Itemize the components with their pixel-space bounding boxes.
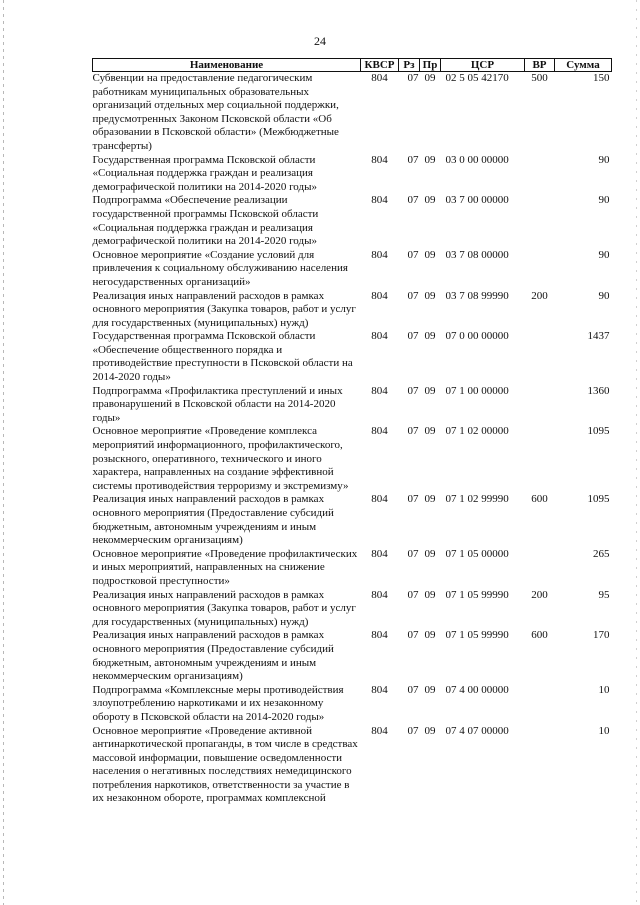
cell-name: Основное мероприятие «Проведение активной антинаркотической пропаганды, в том числе в средствах массовой информации, повышение осведомленности населения о негативных последствиях немедицинского потребления наркотиков, ответственности за участие в их незаконном обороте, программах комплексной: [92, 724, 358, 805]
table-row: [93, 194, 612, 248]
cell-vr: [525, 684, 555, 725]
cell-pr: 09: [424, 248, 436, 261]
header-rz: Рз: [399, 59, 420, 72]
cell-name: Реализация иных направлений расходов в рамках основного мероприятия (Предоставление субсидий бюджетным, автономным учреждениям и иным некоммерческим организациям): [92, 629, 334, 683]
cell-rz: 07: [407, 724, 419, 737]
cell-pr: 09: [424, 724, 436, 737]
cell-csr: 03 7 00 00000: [445, 194, 509, 207]
cell-vr: [525, 194, 555, 248]
cell-csr: 07 1 05 99990: [445, 629, 509, 642]
cell-sum: 95: [598, 588, 610, 601]
table-row: [93, 385, 612, 426]
table-row: [93, 154, 612, 195]
header-sum: Сумма: [555, 59, 612, 72]
cell-rz: 07: [407, 289, 419, 302]
cell-vr: [525, 425, 555, 493]
cell-pr: 09: [424, 547, 436, 560]
cell-sum: 10: [598, 724, 610, 737]
cell-sum: 170: [593, 629, 610, 642]
cell-pr: 09: [424, 330, 436, 343]
table-header: [93, 59, 612, 72]
cell-sum: 1437: [587, 330, 610, 343]
cell-csr: 02 5 05 42170: [445, 72, 509, 84]
cell-vr: [525, 154, 555, 195]
cell-kvsr: 804: [371, 683, 388, 696]
cell-rz: 07: [407, 72, 419, 84]
cell-kvsr: 804: [371, 493, 388, 506]
cell-csr: 07 1 00 00000: [445, 384, 509, 397]
cell-sum: 265: [593, 547, 610, 560]
cell-csr: 07 4 00 00000: [445, 683, 509, 696]
cell-csr: 07 1 02 99990: [445, 493, 509, 506]
table-row: [93, 330, 612, 384]
cell-pr: 09: [424, 588, 436, 601]
cell-rz: 07: [407, 629, 419, 642]
cell-rz: 07: [407, 153, 419, 166]
cell-rz: 07: [407, 493, 419, 506]
cell-csr: 03 0 00 00000: [445, 153, 509, 166]
page-number: 24: [314, 34, 326, 48]
cell-sum: 90: [598, 194, 610, 207]
cell-name: Основное мероприятие «Проведение комплекса мероприятий информационного, профилактического, розыскного, оперативного, технического и иного характера, направленных на создание эффективной системы противодействия терроризму и экстремизму»: [92, 425, 349, 492]
header-csr: ЦСР: [441, 59, 525, 72]
cell-pr: 09: [424, 425, 436, 438]
header-row: [93, 59, 612, 72]
cell-sum: 1095: [587, 425, 610, 438]
table-row: [93, 629, 612, 683]
cell-pr: 09: [424, 384, 436, 397]
cell-pr: 09: [424, 194, 436, 207]
cell-name: Реализация иных направлений расходов в рамках основного мероприятия (Закупка товаров, работ и услуг для государственных (муниципальных) нужд): [92, 289, 356, 329]
cell-csr: 03 7 08 00000: [445, 248, 509, 261]
cell-sum: 10: [598, 683, 610, 696]
table-row: [93, 725, 612, 807]
cell-sum: 1360: [587, 384, 610, 397]
cell-vr: 600: [531, 629, 548, 642]
cell-vr: [525, 548, 555, 589]
cell-pr: 09: [424, 493, 436, 506]
cell-csr: 07 4 07 00000: [445, 724, 509, 737]
cell-vr: [525, 725, 555, 807]
cell-pr: 09: [424, 153, 436, 166]
cell-name: Основное мероприятие «Проведение профилактических и иных мероприятий, направленных на снижение подростковой преступности»: [92, 547, 358, 587]
cell-kvsr: 804: [371, 724, 388, 737]
cell-sum: 90: [598, 289, 610, 302]
cell-vr: [525, 385, 555, 426]
cell-kvsr: 804: [371, 547, 388, 560]
cell-rz: 07: [407, 384, 419, 397]
cell-vr: 200: [531, 289, 548, 302]
cell-sum: 150: [593, 72, 610, 84]
cell-vr: 600: [531, 493, 548, 506]
cell-kvsr: 804: [371, 384, 388, 397]
cell-rz: 07: [407, 547, 419, 560]
cell-rz: 07: [407, 425, 419, 438]
table-row: [93, 548, 612, 589]
cell-csr: 03 7 08 99990: [445, 289, 509, 302]
cell-kvsr: 804: [371, 425, 388, 438]
header-vr: ВР: [525, 59, 555, 72]
scan-edge-left: [3, 0, 4, 905]
table-row: [93, 589, 612, 630]
cell-csr: 07 0 00 00000: [445, 330, 509, 343]
cell-kvsr: 804: [371, 289, 388, 302]
cell-pr: 09: [424, 289, 436, 302]
header-name: Наименование: [93, 59, 361, 72]
table-row: [93, 72, 612, 154]
cell-rz: 07: [407, 683, 419, 696]
cell-rz: 07: [407, 330, 419, 343]
cell-name: Субвенции на предоставление педагогическим работникам муниципальных образовательных организаций отдельных мер социальной поддержки, предусмотренных Законом Псковской области «Об образовании в Псковской области» (Межбюджетные трансферты): [92, 72, 339, 152]
table-row: [93, 493, 612, 547]
cell-name: Подпрограмма «Комплексные меры противодействия злоупотреблению наркотиками и их незаконному обороту в Псковской области на 2014-2020 годы»: [92, 683, 344, 723]
table-row: [93, 290, 612, 331]
table-body: [93, 72, 612, 807]
header-kvsr: КВСР: [361, 59, 399, 72]
cell-kvsr: 804: [371, 194, 388, 207]
cell-sum: 90: [598, 248, 610, 261]
cell-vr: 200: [531, 588, 548, 601]
cell-sum: 1095: [587, 493, 610, 506]
cell-name: Реализация иных направлений расходов в рамках основного мероприятия (Закупка товаров, работ и услуг для государственных (муниципальных) нужд): [92, 588, 356, 628]
cell-rz: 07: [407, 194, 419, 207]
table-row: [93, 425, 612, 493]
cell-sum: 90: [598, 153, 610, 166]
cell-kvsr: 804: [371, 153, 388, 166]
cell-rz: 07: [407, 248, 419, 261]
cell-kvsr: 804: [371, 72, 388, 84]
cell-kvsr: 804: [371, 248, 388, 261]
cell-name: Подпрограмма «Профилактика преступлений и иных правонарушений в Псковской области на 2014-2020 годы»: [92, 384, 343, 424]
cell-name: Подпрограмма «Обеспечение реализации государственной программы Псковской области «Социальная поддержка граждан и реализация демографической политики на 2014-2020 годы»: [92, 194, 319, 248]
cell-pr: 09: [424, 72, 436, 84]
cell-rz: 07: [407, 588, 419, 601]
cell-csr: 07 1 05 99990: [445, 588, 509, 601]
cell-name: Государственная программа Псковской области «Социальная поддержка граждан и реализация демографической политики на 2014-2020 годы»: [92, 153, 317, 193]
header-pr: Пр: [420, 59, 441, 72]
cell-vr: 500: [531, 72, 548, 84]
cell-vr: [525, 330, 555, 384]
cell-name: Государственная программа Псковской области «Обеспечение общественного порядка и противодействие преступности в Псковской области на 2014-2020 годы»: [92, 330, 353, 384]
cell-name: Реализация иных направлений расходов в рамках основного мероприятия (Предоставление субсидий бюджетным, автономным учреждениям и иным некоммерческим организациям): [92, 493, 334, 547]
cell-kvsr: 804: [371, 588, 388, 601]
cell-kvsr: 804: [371, 330, 388, 343]
table-row: [93, 249, 612, 290]
cell-name: Основное мероприятие «Создание условий для привлечения к социальному обслуживанию населения негосударственных организаций»: [92, 248, 348, 288]
table-row: [93, 684, 612, 725]
scan-edge-right: [636, 0, 637, 905]
budget-table: [92, 58, 612, 806]
cell-vr: [525, 249, 555, 290]
cell-pr: 09: [424, 629, 436, 642]
cell-pr: 09: [424, 683, 436, 696]
cell-csr: 07 1 02 00000: [445, 425, 509, 438]
cell-csr: 07 1 05 00000: [445, 547, 509, 560]
cell-kvsr: 804: [371, 629, 388, 642]
